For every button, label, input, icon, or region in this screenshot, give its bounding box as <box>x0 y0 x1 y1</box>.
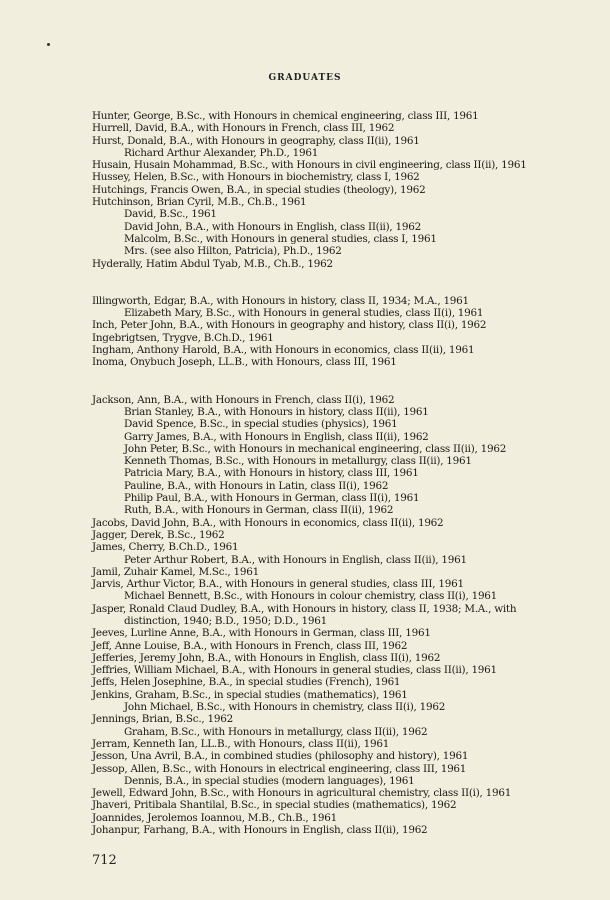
list-item: James, Cherry, B.Ch.D., 1961 <box>92 541 239 554</box>
list-item: John Peter, B.Sc., with Honours in mechanical engineering, class II(ii), 1962 <box>124 442 507 455</box>
list-item: David Spence, B.Sc., in special studies (physics), 1961 <box>124 418 398 431</box>
list-item: Jesson, Una Avril, B.A., in combined studies (philosophy and history), 1961 <box>92 750 469 763</box>
list-item: Hurst, Donald, B.A., with Honours in geography, class II(ii), 1961 <box>92 134 420 147</box>
list-item: Jagger, Derek, B.Sc., 1962 <box>92 528 225 541</box>
list-item: Johanpur, Farhang, B.A., with Honours in English, class II(ii), 1962 <box>92 824 428 837</box>
list-item: Hyderally, Hatim Abdul Tyab, M.B., Ch.B., 1962 <box>92 257 333 270</box>
list-item: Jamil, Zuhair Kamel, M.Sc., 1961 <box>92 565 259 578</box>
list-item: Malcolm, B.Sc., with Honours in general studies, class I, 1961 <box>124 232 437 245</box>
list-item: Mrs. (see also Hilton, Patricia), Ph.D., 1962 <box>124 245 342 258</box>
list-item: Ruth, B.A., with Honours in German, class II(ii), 1962 <box>124 504 394 517</box>
list-item: Hurrell, David, B.A., with Honours in French, class III, 1962 <box>92 122 395 135</box>
list-item: Peter Arthur Robert, B.A., with Honours in English, class II(ii), 1961 <box>124 553 467 566</box>
list-item: Jackson, Ann, B.A., with Honours in French, class II(i), 1962 <box>92 393 395 406</box>
section-gap <box>92 270 554 295</box>
list-item: Jhaveri, Pritibala Shantilal, B.Sc., in special studies (mathematics), 1962 <box>92 799 457 812</box>
list-item: Jacobs, David John, B.A., with Honours in economics, class II(ii), 1962 <box>92 516 444 529</box>
list-item: David John, B.A., with Honours in English, class II(ii), 1962 <box>124 220 421 233</box>
list-item: Joannides, Jerolemos Ioannou, M.B., Ch.B., 1961 <box>92 811 337 824</box>
list-item: Jerram, Kenneth Ian, LL.B., with Honours, class II(ii), 1961 <box>92 737 390 750</box>
list-item: Jennings, Brian, B.Sc., 1962 <box>92 713 233 726</box>
list-item: Inoma, Onybuch Joseph, LL.B., with Honours, class III, 1961 <box>92 356 397 369</box>
list-item: John Michael, B.Sc., with Honours in chemistry, class II(i), 1962 <box>124 701 446 714</box>
list-item: Brian Stanley, B.A., with Honours in history, class II(ii), 1961 <box>124 405 429 418</box>
list-item: Philip Paul, B.A., with Honours in German, class II(i), 1961 <box>124 492 420 505</box>
list-item: Jenkins, Graham, B.Sc., in special studies (mathematics), 1961 <box>92 688 408 701</box>
list-item: Dennis, B.A., in special studies (modern languages), 1961 <box>124 774 415 787</box>
list-item: Hutchings, Francis Owen, B.A., in special studies (theology), 1962 <box>92 183 426 196</box>
list-item: Jeeves, Lurline Anne, B.A., with Honours in German, class III, 1961 <box>92 627 431 640</box>
list-item: Kenneth Thomas, B.Sc., with Honours in metallurgy, class II(ii), 1961 <box>124 455 472 468</box>
list-item: Hutchinson, Brian Cyril, M.B., Ch.B., 1961 <box>92 196 307 209</box>
list-item: Graham, B.Sc., with Honours in metallurgy, class II(ii), 1962 <box>124 725 428 738</box>
list-item: Jeffs, Helen Josephine, B.A., in special studies (French), 1961 <box>92 676 401 689</box>
list-item: Jasper, Ronald Claud Dudley, B.A., with Honours in history, class II, 1938; M.A., with distinction, 1940; B.D., 1950; D.D., 1961 <box>92 602 517 627</box>
list-item: Jeffries, William Michael, B.A., with Honours in general studies, class II(ii), 1961 <box>92 664 497 677</box>
list-item: Hunter, George, B.Sc., with Honours in chemical engineering, class III, 1961 <box>92 110 479 122</box>
list-item: Husain, Husain Mohammad, B.Sc., with Honours in civil engineering, class II(ii), 1961 <box>92 159 527 172</box>
list-item: Patricia Mary, B.A., with Honours in history, class III, 1961 <box>124 467 419 480</box>
list-item: Jarvis, Arthur Victor, B.A., with Honours in general studies, class III, 1961 <box>92 578 464 591</box>
list-item: Ingham, Anthony Harold, B.A., with Honours in economics, class II(ii), 1961 <box>92 344 475 357</box>
list-item: Elizabeth Mary, B.Sc., with Honours in general studies, class II(i), 1961 <box>124 307 484 320</box>
section-gap <box>92 369 554 394</box>
list-item: Jeff, Anne Louise, B.A., with Honours in French, class III, 1962 <box>92 639 408 652</box>
list-item: Jessop, Allen, B.Sc., with Honours in electrical engineering, class III, 1961 <box>92 762 467 775</box>
list-item: Hussey, Helen, B.Sc., with Honours in biochemistry, class I, 1962 <box>92 171 420 184</box>
list-item: Jefferies, Jeremy John, B.A., with Honours in English, class II(i), 1962 <box>92 651 441 664</box>
page-number: 712 <box>92 853 117 868</box>
list-item: Pauline, B.A., with Honours in Latin, class II(i), 1962 <box>124 479 389 492</box>
ink-speck <box>47 43 50 46</box>
list-item: David, B.Sc., 1961 <box>124 208 217 221</box>
list-item: Richard Arthur Alexander, Ph.D., 1961 <box>124 146 319 159</box>
graduates-list <box>92 110 554 836</box>
list-item: Ingebrigtsen, Trygve, B.Ch.D., 1961 <box>92 331 274 344</box>
list-item: Inch, Peter John, B.A., with Honours in geography and history, class II(i), 1962 <box>92 319 487 332</box>
list-item: Illingworth, Edgar, B.A., with Honours in history, class II, 1934; M.A., 1961 <box>92 294 469 307</box>
list-item: Garry James, B.A., with Honours in English, class II(ii), 1962 <box>124 430 429 443</box>
page-header: GRADUATES <box>268 73 342 83</box>
list-item: Michael Bennett, B.Sc., with Honours in colour chemistry, class II(i), 1961 <box>124 590 498 603</box>
list-item: Jewell, Edward John, B.Sc., with Honours in agricultural chemistry, class II(i), 1961 <box>92 787 512 800</box>
